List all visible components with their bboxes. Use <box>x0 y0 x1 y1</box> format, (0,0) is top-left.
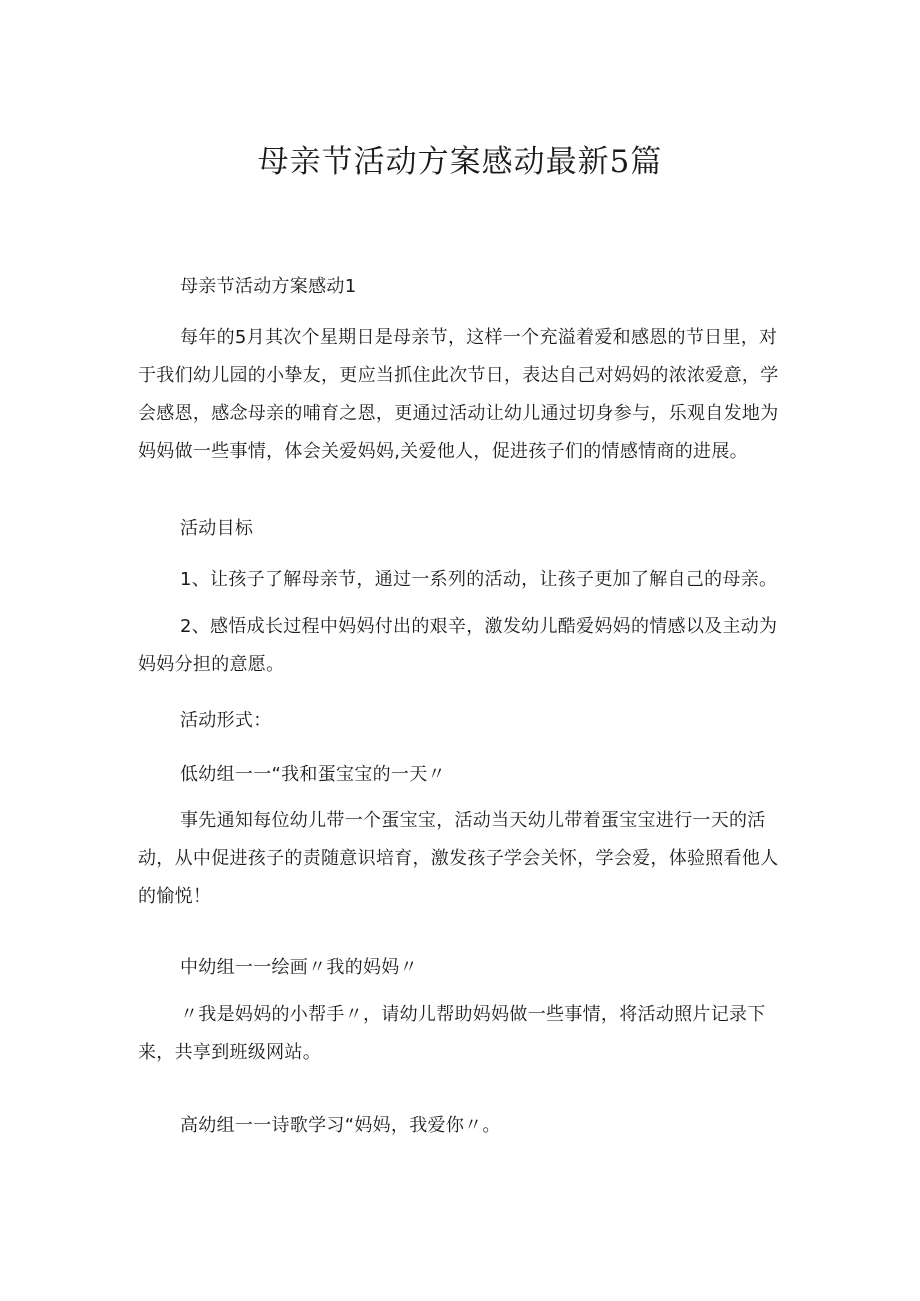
low-group-paragraph: 事先通知每位幼儿带一个蛋宝宝，活动当天幼儿带着蛋宝宝进行一天的活动，从中促进孩子的责随意识培育，激发孩子学会关怀，学会爱，体验照看他人的愉悦！ <box>138 810 779 907</box>
high-group-heading: 高幼组一一诗歌学习“妈妈，我爱你〃。 <box>180 1115 501 1136</box>
goal-heading: 活动目标 <box>180 518 254 539</box>
section-heading: 母亲节活动方案感动1 <box>180 276 357 297</box>
goal-item-1: 1、让孩子了解母亲节，通过一系列的活动，让孩子更加了解自己的母亲。 <box>180 569 778 590</box>
low-group-heading: 低幼组一一“我和蛋宝宝的一天〃 <box>180 764 446 785</box>
document-title: 母亲节活动方案感动最新5篇 <box>257 144 663 180</box>
intro-paragraph: 每年的5月其次个星期日是母亲节，这样一个充溢着爱和感恩的节日里，对于我们幼儿园的小挚友，更应当抓住此次节日，表达自己对妈妈的浓浓爱意，学会感恩，感念母亲的哺育之恩，更通过活动让幼儿通过切身参与，乐观自发地为妈妈做一些事情，体会关爱妈妈,关爱他人，促进孩子们的情感情商的进展。 <box>138 327 779 462</box>
goal-item-2: 2、感悟成长过程中妈妈付出的艰辛，激发幼儿酷爱妈妈的情感以及主动为妈妈分担的意愿。 <box>138 616 778 675</box>
mid-group-heading: 中幼组一一绘画〃我的妈妈〃 <box>180 957 418 978</box>
form-heading: 活动形式： <box>180 710 272 731</box>
mid-group-paragraph: 〃我是妈妈的小帮手〃，请幼儿帮助妈妈做一些事情，将活动照片记录下来，共享到班级网站。 <box>138 1004 766 1063</box>
